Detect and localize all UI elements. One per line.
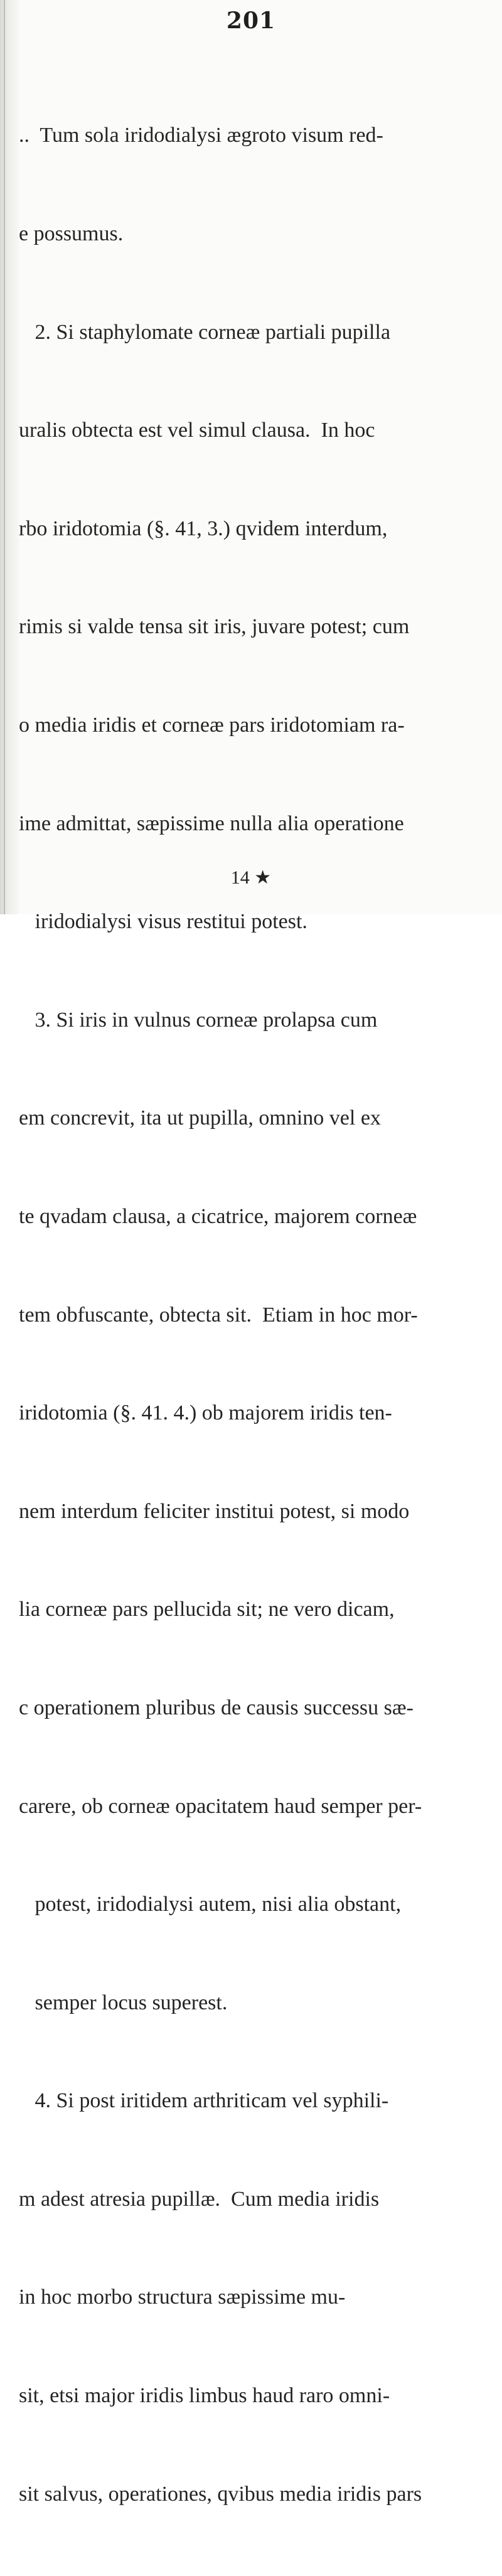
text-line: uralis obtecta est vel simul clausa. In hoc xyxy=(19,419,375,442)
text-line: 4. Si post iritidem arthriticam vel syphili- xyxy=(19,2089,389,2113)
text-line: te qvadam clausa, a cicatrice, majorem corneæ xyxy=(19,1204,417,1228)
text-line: sit salvus, operationes, qvibus media iridis pars xyxy=(19,2482,422,2506)
text-line: 3. Si iris in vulnus corneæ prolapsa cum xyxy=(19,1008,378,1032)
text-line: rimis si valde tensa sit iris, juvare potest; cum xyxy=(19,615,410,639)
text-line: carere, ob corneæ opacitatem haud semper per- xyxy=(19,1794,422,1818)
text-line: sit, etsi major iridis limbus haud raro omni- xyxy=(19,2384,390,2408)
text-line: tem obfuscante, obtecta sit. Etiam in hoc mor- xyxy=(19,1303,418,1327)
binding-edge xyxy=(4,0,5,914)
text-line: o media iridis et corneæ pars iridotomiam ra- xyxy=(19,713,405,737)
text-line: semper locus superest. xyxy=(19,1991,228,2014)
page-number: 201 xyxy=(226,8,276,34)
text-line: in hoc morbo structura sæpissime mu- xyxy=(19,2285,346,2309)
text-line: ime admittat, sæpissime nulla alia operatione xyxy=(19,811,404,835)
text-line: c operationem pluribus de causis successu sæ- xyxy=(19,1696,414,1719)
text-line: .. Tum sola iridodialysi ægroto visum red- xyxy=(19,124,383,147)
signature-mark: 14 ★ xyxy=(230,867,272,888)
body-text xyxy=(19,54,502,2576)
text-line: lia corneæ pars pellucida sit; ne vero dicam, xyxy=(19,1598,395,1622)
page-gutter xyxy=(0,0,19,914)
text-line: rbo iridotomia (§. 41, 3.) qvidem interdum, xyxy=(19,516,388,540)
text-line: e possumus. xyxy=(19,222,124,245)
text-line: 2. Si staphylomate corneæ partiali pupilla xyxy=(19,320,391,344)
text-line: nem interdum feliciter institui potest, si modo xyxy=(19,1499,410,1523)
text-line: iridodialysi visus restitui potest. xyxy=(19,910,307,934)
text-line: m adest atresia pupillæ. Cum media iridis xyxy=(19,2187,380,2211)
text-line: em concrevit, ita ut pupilla, omnino vel ex xyxy=(19,1106,381,1130)
text-line: potest, iridodialysi autem, nisi alia obstant, xyxy=(19,1893,402,1916)
text-line: iridotomia (§. 41. 4.) ob majorem iridis ten- xyxy=(19,1401,392,1425)
